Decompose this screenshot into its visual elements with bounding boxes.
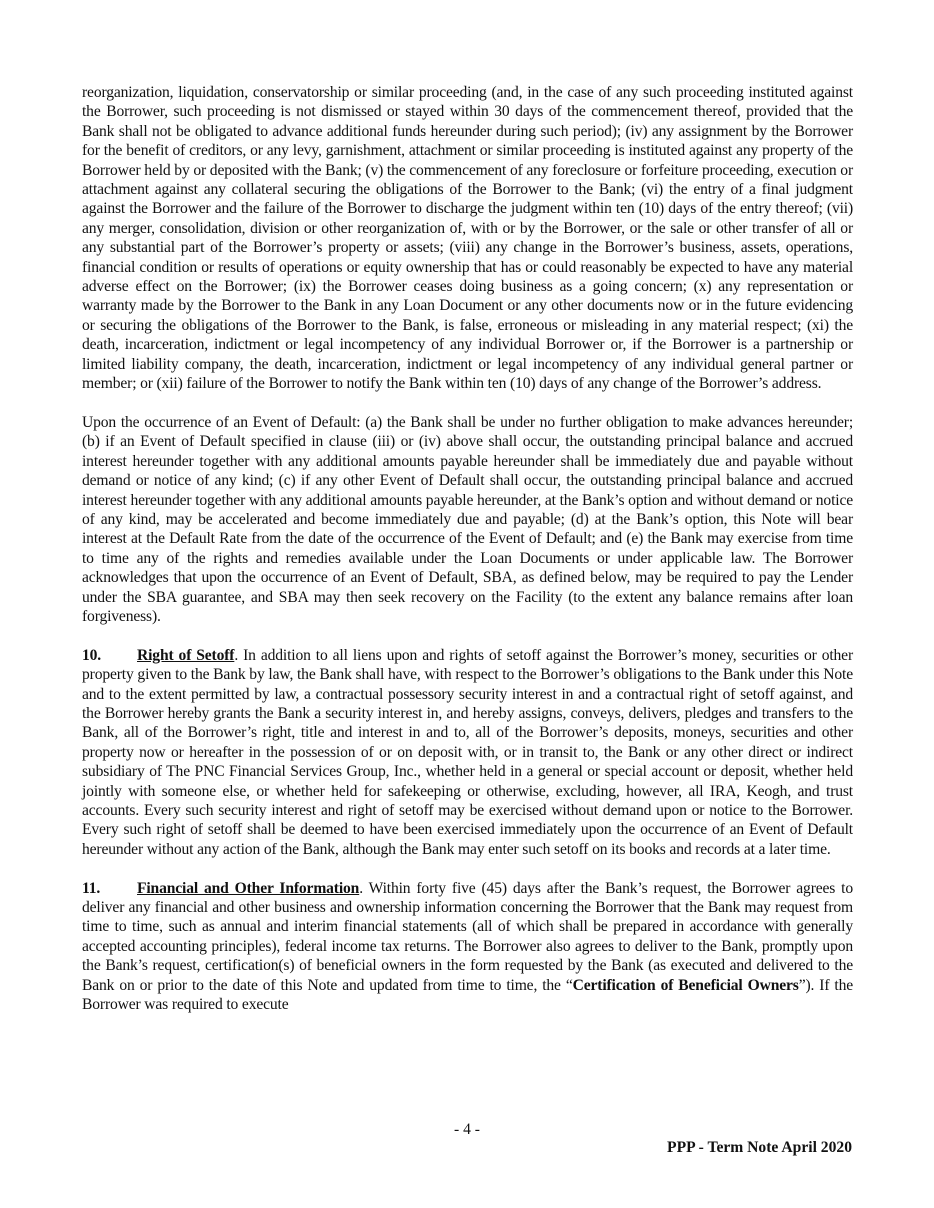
section-body: Within forty five (45) days after the Bank’s request, the Borrower agrees to deliver any financial and other business and ownership information concerning the Borrower that the Bank may request from time to time, such as annual and interim financial statements (all of which shall be prepared in accordance with generally accepted accounting principles), federal income tax returns. The Borrower also agrees to deliver to the Bank, promptly upon the Bank’s request, certification(s) of beneficial owners in the form requested by the Bank (as executed and delivered to the Bank on or prior to the date of this Note and updated from time to time, the “ — [82, 879, 853, 994]
document-page — [82, 83, 853, 1014]
section-10-right-of-setoff — [82, 646, 853, 859]
remedies-paragraph: Upon the occurrence of an Event of Default: (a) the Bank shall be under no further obligation to make advances hereunder; (b) if an Event of Default specified in clause (iii) or (iv) above shall occur, the outstanding principal balance and accrued interest hereunder together with any additional amounts payable hereunder shall be immediately due and payable without demand or notice of any kind; (c) if any other Event of Default shall occur, the outstanding principal balance and accrued interest hereunder together with any additional amounts payable hereunder, at the Bank’s option and without demand or notice of any kind, may be accelerated and become immediately due and payable; (d) at the Bank’s option, this Note will bear interest at the Default Rate from the date of the occurrence of the Event of Default; and (e) the Bank may exercise from time to time any of the rights and remedies available under the Loan Documents or under applicable law. The Borrower acknowledges that upon the occurrence of an Event of Default, SBA, as defined below, may be required to pay the Lender under the SBA guarantee, and SBA may then seek recovery on the Facility (to the extent any balance remains after loan forgiveness). — [82, 413, 853, 625]
page-number: - 4 - — [454, 1121, 480, 1138]
section-number: 10. — [82, 646, 102, 664]
events-of-default-continuation: reorganization, liquidation, conservatorship or similar proceeding (and, in the case of any such proceeding instituted against the Borrower, such proceeding is not dismissed or stayed within 30 days of the commencement thereof, provided that the Bank shall not be obligated to advance additional funds hereunder during such period); (iv) any assignment by the Borrower for the benefit of creditors, or any levy, garnishment, attachment or similar proceeding is instituted against any property of the Borrower held by or deposited with the Bank; (v) the commencement of any foreclosure or forfeiture proceeding, execution or attachment against any collateral securing the obligations of the Borrower to the Bank; (vi) the entry of a final judgment against the Borrower and the failure of the Borrower to discharge the judgment within ten (10) days of the entry thereof; (vii) any merger, consolidation, division or other reorganization of, with or by the Borrower, or the sale or other transfer of all or any substantial part of the Borrower’s property or assets; (viii) any change in the Borrower’s business, assets, operations, financial condition or results of operations or equity ownership that has or could reasonably be expected to have any material adverse effect on the Borrower; (ix) the Borrower ceases doing business as a going concern; (x) any representation or warranty made by the Borrower to the Bank in any Loan Document or any other documents now or in the future evidencing or securing the obligations of the Borrower to the Bank, is false, erroneous or misleading in any material respect; (xi) the death, incarceration, indictment or legal incompetency of any individual Borrower or, if the Borrower is a partnership or limited liability company, the death, incarceration, indictment or legal incompetency of any individual general partner or member; or (xii) failure of the Borrower to notify the Bank within ten (10) days of any change of the Borrower’s address. — [82, 84, 853, 393]
section-11-financial-information — [82, 879, 853, 1015]
section-title: Financial and Other Information — [137, 879, 360, 897]
defined-term: Certification of Beneficial Owners — [572, 976, 799, 994]
section-number: 11. — [82, 879, 101, 897]
section-body: In addition to all liens upon and rights of setoff against the Borrower’s money, securities or other property given to the Bank by law, the Bank shall have, with respect to the Borrower’s obligations to the Bank under this Note and to the extent permitted by law, a contractual possessory security interest in and a contractual right of setoff against, and the Borrower hereby grants the Bank a security interest in, and hereby assigns, conveys, delivers, pledges and transfers to the Bank, all of the Borrower’s right, title and interest in and to, all of the Borrower’s deposits, moneys, securities and other property now or hereafter in the possession of or on deposit with, or in transit to, the Bank or any other direct or indirect subsidiary of The PNC Financial Services Group, Inc., whether held in a general or special account or deposit, whether held jointly with someone else, or whether held for safekeeping or otherwise, excluding, however, all IRA, Keogh, and trust accounts. Every such security interest and right of setoff may be exercised without demand upon or notice to the Borrower. Every such right of setoff shall be deemed to have been exercised immediately upon the occurrence of an Event of Default hereunder without any action of the Bank, although the Bank may enter such setoff on its books and records at a later time. — [82, 646, 853, 858]
footer-document-title: PPP - Term Note April 2020 — [667, 1139, 852, 1156]
section-body-continued: ”). If the Borrower was required to execute — [82, 976, 853, 1014]
section-title-suffix: . — [359, 879, 363, 897]
section-title-suffix: . — [234, 646, 239, 664]
section-title: Right of Setoff — [137, 646, 235, 664]
